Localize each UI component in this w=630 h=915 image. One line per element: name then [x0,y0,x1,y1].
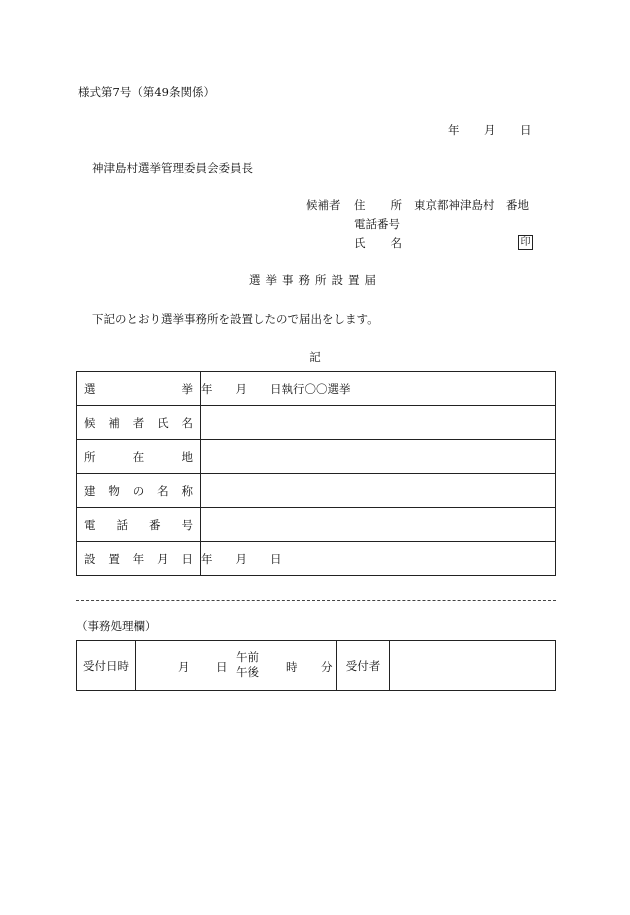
form-row-label [77,406,201,440]
form-row-label-chars [77,551,200,567]
form-row [77,440,556,474]
label-char: 者 [132,415,145,430]
addressee: 神津島村選挙管理委員会委員長 [92,161,253,175]
label-char: 月 [157,551,169,566]
label-char: 設 [84,551,96,566]
form-row [77,474,556,508]
main-form-table [76,371,556,576]
lead-sentence: 下記のとおり選挙事務所を設置したので届出をします。 [92,312,379,326]
label-char: 電 [84,517,96,532]
date-month: 月 [484,123,496,137]
label-char: 名 [181,415,193,430]
name-label-char: 氏 [354,236,366,250]
form-number: 様式第7号（第49条関係） [78,85,215,99]
form-row-label-chars [77,449,200,465]
receiver-field[interactable] [390,641,556,691]
form-row-label-chars [77,483,200,499]
label-char: 氏 [157,415,169,430]
form-row-value[interactable] [201,474,556,508]
candidate-role-label: 候補者 [306,198,341,212]
label-char: 称 [181,483,193,498]
ki-heading: 記 [309,350,321,364]
label-char: 選 [84,381,96,396]
phone-label: 電話番号 [354,217,400,231]
name-label [354,234,414,253]
label-char: 番 [149,517,161,532]
label-char: 置 [108,551,120,566]
cut-line [76,600,556,601]
name-label-char: 名 [390,236,402,250]
form-row-label [77,474,201,508]
form-row-label-chars [77,517,200,533]
submission-date [448,122,532,138]
address-value: 東京都神津島村 番地 [414,198,529,212]
form-row-value[interactable] [201,508,556,542]
form-row-label [77,542,201,576]
label-char: 名 [157,483,169,498]
am-label: 午前 [236,650,259,664]
form-row-label [77,440,201,474]
address-label [354,196,414,215]
office-section-title: （事務処理欄） [76,619,157,633]
received-minute: 分 [321,660,333,674]
date-day: 日 [520,123,532,137]
candidate-block [306,196,529,253]
received-month: 月 [178,660,190,674]
label-char: 物 [108,483,120,498]
label-char: 候 [84,415,96,430]
reception-row [77,641,556,691]
am-pm [236,650,259,680]
date-year: 年 [448,123,460,137]
form-row-label-chars [77,415,200,431]
form-row-value[interactable]: 年 月 日執行〇〇選挙 [201,372,556,406]
form-row-value[interactable] [201,440,556,474]
form-row-value[interactable]: 年 月 日 [201,542,556,576]
label-char: 年 [132,551,145,566]
form-row [77,508,556,542]
form-row-value[interactable] [201,406,556,440]
label-char: 補 [108,415,120,430]
form-row-label [77,372,201,406]
seal-mark: 印 [518,235,533,250]
reception-table [76,640,556,691]
receiver-label: 受付者 [337,641,390,691]
address-label-char: 所 [390,198,402,212]
document-title: 選挙事務所設置届 [249,273,381,287]
received-datetime-field[interactable] [136,641,337,691]
form-row [77,406,556,440]
form-row [77,372,556,406]
form-row-label-chars [77,381,200,397]
label-char: 挙 [181,381,193,396]
label-char: 在 [132,449,145,464]
pm-label: 午後 [236,665,259,679]
label-char: 地 [181,449,193,464]
label-char: 日 [181,551,193,566]
label-char: 話 [116,517,128,532]
received-day: 日 [216,660,228,674]
label-char: 建 [84,483,96,498]
label-char: 所 [84,449,96,464]
label-char: の [132,483,145,498]
received-hour: 時 [286,660,298,674]
address-label-char: 住 [354,198,366,212]
form-row [77,542,556,576]
form-row-label [77,508,201,542]
label-char: 号 [181,517,193,532]
received-datetime-label: 受付日時 [77,641,136,691]
